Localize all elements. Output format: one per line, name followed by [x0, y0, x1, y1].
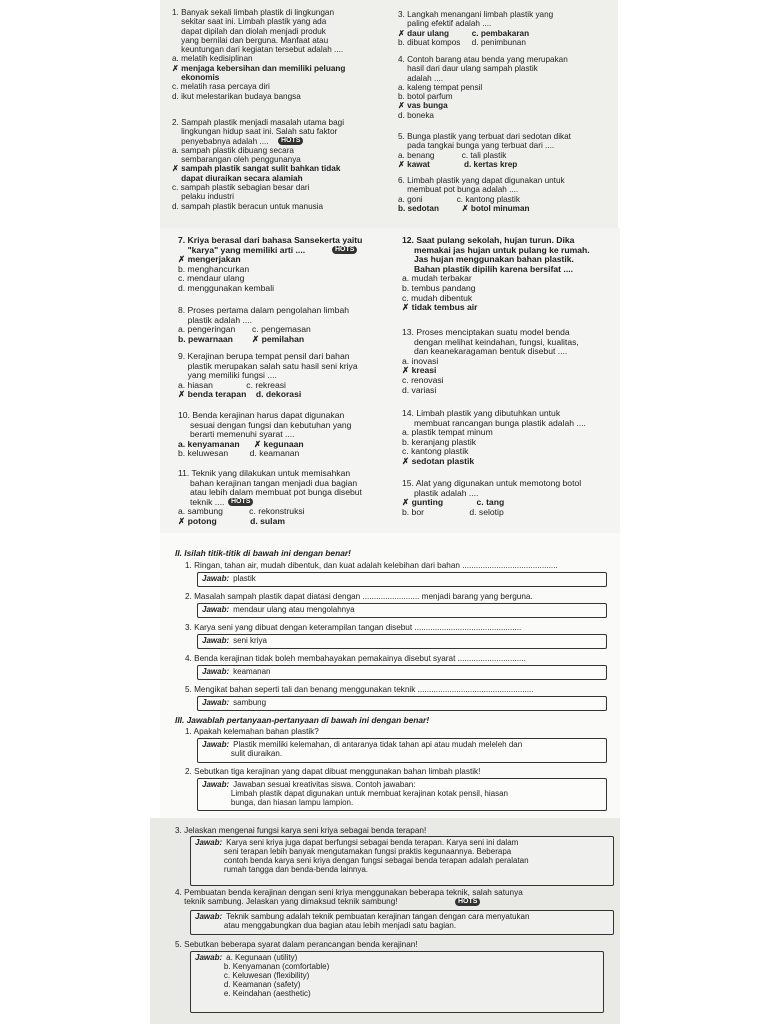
- option-b-correct: ✗ kreasi: [402, 365, 437, 376]
- question-8: [178, 306, 400, 344]
- hots-badge: HOTS: [332, 246, 357, 254]
- option-row-1: a. pengeringan c. pengemasan: [178, 324, 311, 335]
- question-text: 4. Pembuatan benda kerajinan dengan seni kriya menggunakan beberapa teknik, salah satunya teknik sambung. Jelaskan yang dimaksud teknik sambung!: [175, 888, 523, 907]
- answer-label: Jawab:: [202, 667, 230, 676]
- question-3: [398, 10, 608, 47]
- option-row-2: ✗ potong d. sulam: [178, 515, 285, 526]
- answer-label: Jawab:: [202, 698, 230, 707]
- option-a: a. plastik tempat minum: [402, 427, 493, 438]
- essay-question-1: 1. Apakah kelemahan bahan plastik?: [185, 727, 319, 736]
- question-10: [178, 411, 400, 459]
- essay-question-5: 5. Sebutkan beberapa syarat dalam perancangan benda kerajinan!: [175, 940, 418, 949]
- option-d-correct: ✗ sedotan plastik: [402, 455, 475, 466]
- answer-text: a. Kegunaan (utility) b. Kenyamanan (comfortable) c. Keluwesan (flexibility) d. Keamanan (safety) e. Keindahan (aesthetic): [223, 953, 330, 998]
- essay-answer-box-1: [197, 738, 607, 763]
- answer-text: seni kriya: [233, 636, 267, 645]
- question-stem: 1. Banyak sekali limbah plastik di lingkungan sekitar saat ini. Limbah plastik yang ada dapat dipilah dan diolah menjadi produk yang bernilai dan berguna. Manfaat atau keuntungan dari kegiatan tersebut adalah ....: [172, 8, 344, 55]
- fill-question-3: 3. Karya seni yang dibuat dengan keterampilan tangan disebut ...............................................: [185, 623, 522, 632]
- question-stem: 6. Limbah plastik yang dapat digunakan untuk membuat pot bunga adalah ....: [398, 176, 565, 195]
- hots-badge: HOTS: [278, 137, 303, 145]
- option-c: c. mudah dibentuk: [402, 292, 473, 303]
- question-stem: 8. Proses pertama dalam pengolahan limbah plastik adalah ....: [178, 305, 350, 325]
- question-5: [398, 132, 608, 169]
- essay-question-2: 2. Sebutkan tiga kerajinan yang dapat dibuat menggunakan bahan limbah plastik!: [185, 767, 481, 776]
- question-stem: 13. Proses menciptakan suatu model benda dengan melihat keindahan, fungsi, kualitas, dan keanekaragaman bentuk disebut ....: [402, 327, 579, 357]
- answer-text: keamanan: [233, 667, 271, 676]
- option-row-1: a. kenyamanan ✗ kegunaan: [178, 438, 304, 449]
- option-b: b. menghancurkan: [178, 263, 250, 274]
- question-stem: 11. Teknik yang dilakukan untuk memisahkan bahan kerajinan tangan menjadi dua bagian atau lebih dalam membuat pot bunga disebut teknik ....: [178, 468, 362, 507]
- essay-question-4: [175, 888, 605, 907]
- option-c: c. mendaur ulang: [178, 273, 245, 284]
- option-c: c. renovasi: [402, 374, 444, 385]
- answer-label: Jawab:: [195, 838, 223, 847]
- fill-question-4: 4. Benda kerajinan tidak boleh membahayakan pemakainya disebut syarat ..............................: [185, 654, 526, 663]
- option-row-1: a. goni c. kantong plastik: [398, 194, 520, 204]
- answer-label: Jawab:: [202, 740, 230, 749]
- option-b: b. botol parfum: [398, 92, 453, 102]
- question-2: [172, 118, 392, 211]
- option-c: c. kantong plastik: [402, 446, 469, 457]
- question-stem: 5. Bunga plastik yang terbuat dari sedotan dikat pada tangkai bunga yang terbuat dari ....: [398, 132, 571, 151]
- question-15: [402, 479, 612, 517]
- question-6: [398, 176, 608, 213]
- question-12: [402, 236, 612, 313]
- answer-text: Jawaban sesuai kreativitas siswa. Contoh jawaban: Limbah plastik dapat digunakan untuk membuat kerajinan kotak pensil, hiasan bunga, dan hiasan lampu lampion.: [230, 780, 508, 807]
- option-d: d. sampah plastik beracun untuk manusia: [172, 201, 324, 211]
- fill-question-2: 2. Masalah sampah plastik dapat diatasi dengan ......................... menjadi barang yang berguna.: [185, 592, 533, 601]
- option-row-1: a. sambung c. rekonstruksi: [178, 506, 305, 517]
- answer-box-1: [197, 572, 607, 587]
- answer-text: sambung: [233, 698, 267, 707]
- essay-answer-box-5: [190, 951, 604, 1013]
- answer-box-4: [197, 665, 607, 680]
- option-row-2: b. bor d. selotip: [402, 506, 504, 517]
- option-row-1: a. hiasan c. rekreasi: [178, 379, 286, 390]
- question-14: [402, 409, 612, 467]
- option-a: a. inovasi: [402, 355, 439, 366]
- question-13: [402, 328, 612, 395]
- answer-label: Jawab:: [202, 636, 230, 645]
- option-b-correct: ✗ menjaga kebersihan dan memiliki peluang ekonomis: [172, 63, 346, 83]
- fill-question-5: 5. Mengikat bahan seperti tali dan benang menggunakan teknik ...................................................: [185, 685, 534, 694]
- essay-answer-box-3: [190, 836, 614, 886]
- option-c: c. sampah plastik sebagian besar dari pelaku industri: [172, 183, 310, 202]
- option-row-2: b. sedotan ✗ botol minuman: [398, 203, 530, 213]
- question-stem: 7. Kriya berasal dari bahasa Sansekerta yaitu "karya" yang memiliki arti ....: [178, 235, 363, 255]
- option-b: b. tembus pandang: [402, 282, 476, 293]
- fill-question-1: 1. Ringan, tahan air, mudah dibentuk, dan kuat adalah kelebihan dari bahan ..........................................: [185, 561, 558, 570]
- option-row-1: ✗ daur ulang c. pembakaran: [398, 28, 530, 38]
- answer-text: plastik: [233, 574, 256, 583]
- answer-label: Jawab:: [195, 953, 223, 962]
- question-9: [178, 352, 400, 400]
- option-d: d. ikut melestarikan budaya bangsa: [172, 91, 301, 101]
- question-stem: 10. Benda kerajinan harus dapat digunakan sesuai dengan fungsi dan kebutuhan yang berarti memenuhi syarat ....: [178, 410, 352, 440]
- option-a: a. sampah plastik dibuang secara sembarangan oleh penggunanya: [172, 145, 301, 165]
- question-stem: 3. Langkah menangani limbah plastik yang paling efektif adalah ....: [398, 10, 554, 29]
- answer-box-5: [197, 696, 607, 711]
- option-d-correct: ✗ tidak tembus air: [402, 302, 478, 313]
- answer-text: Teknik sambung adalah teknik pembuatan kerajinan tangan dengan cara menyatukan atau menggabungkan dua bagian atau lebih menjadi satu bagian.: [223, 912, 530, 930]
- answer-label: Jawab:: [195, 912, 223, 921]
- option-c: c. melatih rasa percaya diri: [172, 82, 270, 92]
- option-row-2: b. pewarnaan ✗ pemilahan: [178, 333, 305, 344]
- answer-text: mendaur ulang atau mengolahnya: [233, 605, 355, 614]
- option-row-1: a. benang c. tali plastik: [398, 150, 507, 160]
- option-d: d. menggunakan kembali: [178, 282, 275, 293]
- question-11: [178, 469, 400, 527]
- option-row-2: ✗ kawat d. kertas krep: [398, 159, 518, 169]
- answer-text: Plastik memiliki kelemahan, di antaranya tidak tahan api atau mudah meleleh dan sulit diuraikan.: [230, 740, 523, 758]
- question-stem: 4. Contoh barang atau benda yang merupakan hasil dari daur ulang sampah plastik adalah ....: [398, 55, 568, 83]
- option-a: a. melatih kedisiplinan: [172, 54, 253, 64]
- option-a-correct: ✗ mengerjakan: [178, 254, 241, 265]
- hots-badge: HOTS: [455, 898, 480, 906]
- essay-answer-box-4: [190, 910, 614, 935]
- option-row-2: b. keluwesan d. keamanan: [178, 448, 300, 459]
- question-stem: 12. Saat pulang sekolah, hujan turun. Dika memakai jas hujan untuk pulang ke rumah. Jas hujan menggunakan bahan plastik. Bahan plastik dipilih karena bersifat ....: [402, 235, 590, 274]
- section-3-title: III. Jawablah pertanyaan-pertanyaan di bawah ini dengan benar!: [175, 715, 430, 725]
- option-d: d. variasi: [402, 384, 437, 395]
- option-b-correct: ✗ sampah plastik sangat sulit bahkan tidak dapat diuraikan secara alamiah: [172, 164, 341, 183]
- answer-label: Jawab:: [202, 574, 230, 583]
- essay-answer-box-2: [197, 778, 607, 811]
- option-d: d. boneka: [398, 110, 434, 120]
- answer-box-3: [197, 634, 607, 649]
- option-a: a. mudah terbakar: [402, 273, 472, 284]
- question-stem: 2. Sampah plastik menjadi masalah utama bagi lingkungan hidup saat ini. Salah satu faktor penyebabnya adalah ....: [172, 118, 345, 146]
- answer-text: Karya seni kriya juga dapat berfungsi sebagai benda terapan. Karya seni ini dalam seni terapan lebih banyak mengutamakan fungsi praktis kegunaannya. Beberapa contoh benda karya seni kriya dengan fungsi sebagai benda terapan adalah peralatan rumah tangga dan benda-benda lainnya.: [223, 838, 529, 874]
- question-4: [398, 55, 608, 120]
- option-b: b. keranjang plastik: [402, 436, 477, 447]
- question-stem: 15. Alat yang digunakan untuk memotong botol plastik adalah ....: [402, 478, 582, 498]
- question-1: [172, 8, 392, 101]
- question-stem: 9. Kerajinan berupa tempat pensil dari bahan plastik merupakan salah satu hasil seni kriya yang memiliki fungsi ....: [178, 351, 358, 381]
- option-a: a. kaleng tempat pensil: [398, 82, 483, 92]
- question-stem: 14. Limbah plastik yang dibutuhkan untuk membuat rancangan bunga plastik adalah ....: [402, 408, 586, 428]
- option-row-1: ✗ gunting c. tang: [402, 497, 505, 508]
- answer-label: Jawab:: [202, 605, 230, 614]
- section-2-title: II. Isilah titik-titik di bawah ini dengan benar!: [175, 548, 351, 558]
- answer-box-2: [197, 603, 607, 618]
- option-c-correct: ✗ vas bunga: [398, 101, 448, 111]
- answer-label: Jawab:: [202, 780, 230, 789]
- option-row-2: ✗ benda terapan d. dekorasi: [178, 389, 302, 400]
- question-7: [178, 236, 400, 294]
- hots-badge: HOTS: [228, 498, 253, 506]
- option-row-2: b. dibuat kompos d. penimbunan: [398, 37, 526, 47]
- essay-question-3: 3. Jelaskan mengenai fungsi karya seni kriya sebagai benda terapan!: [175, 826, 427, 835]
